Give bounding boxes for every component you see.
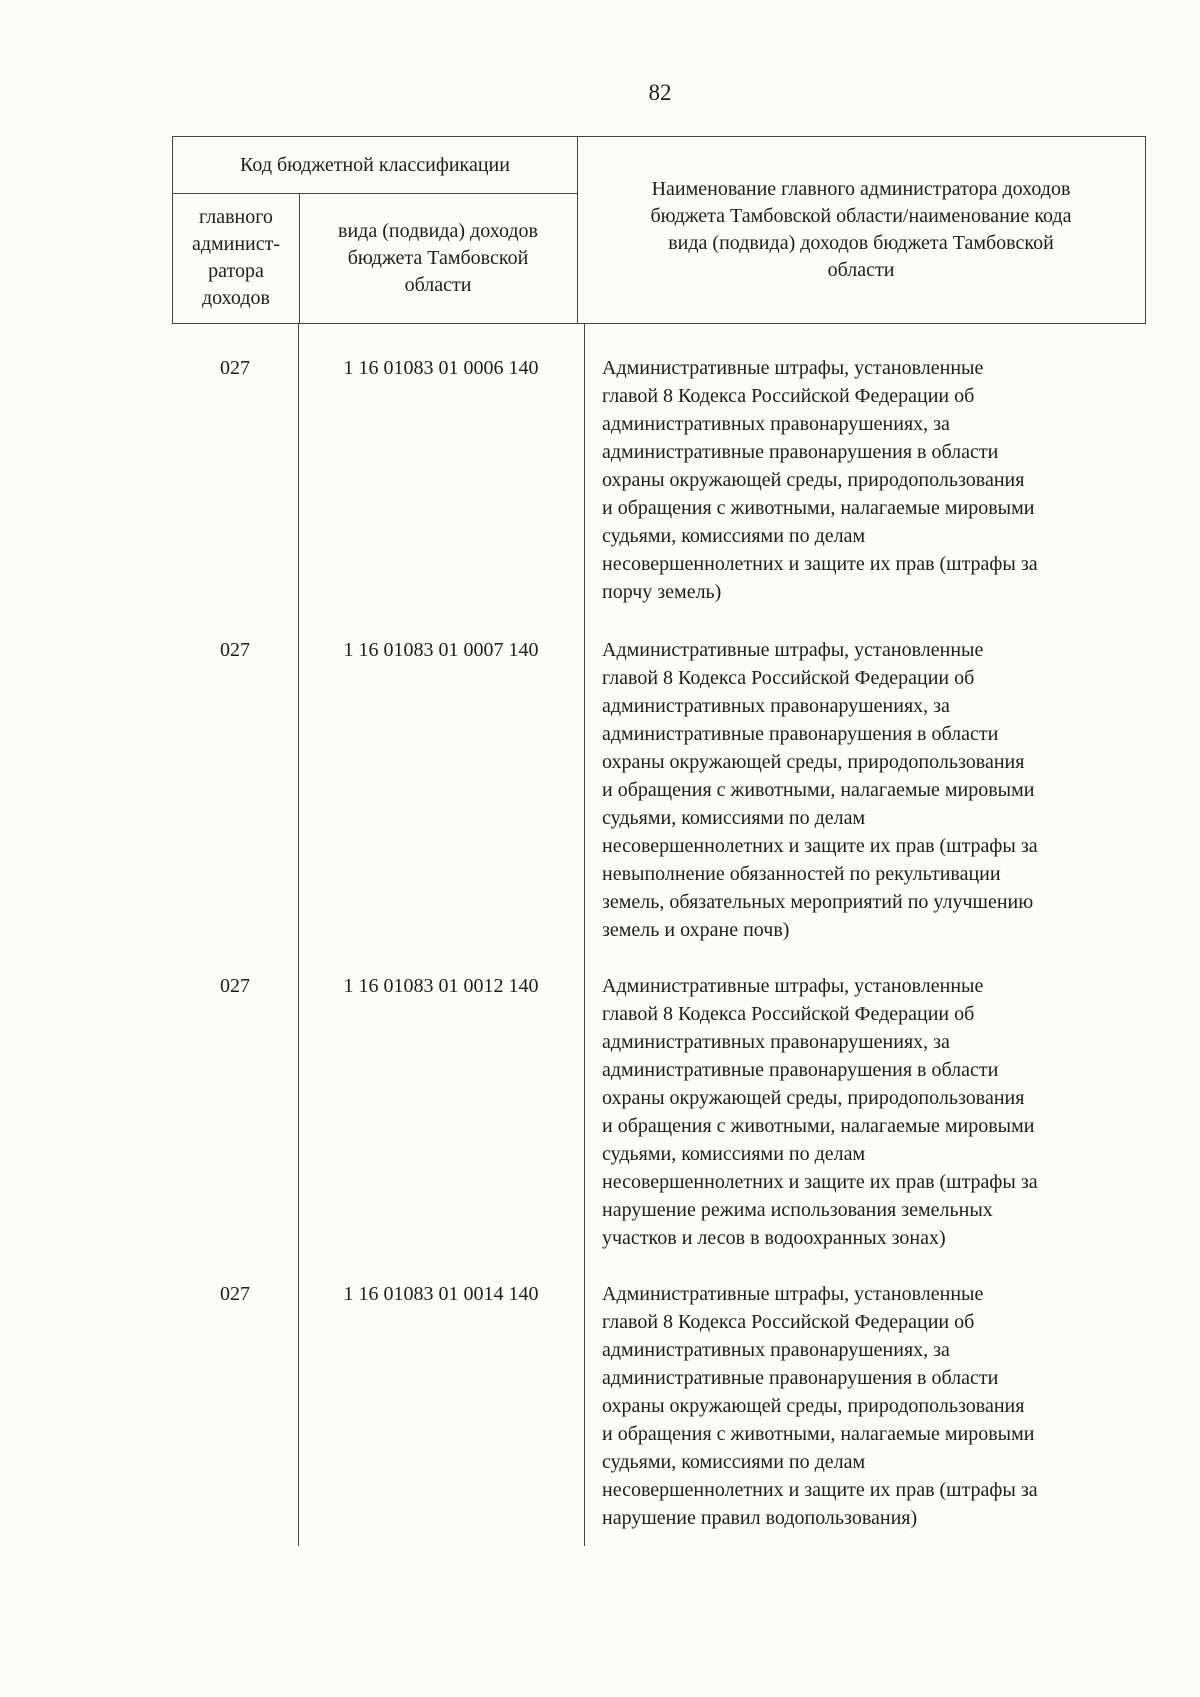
income-description: Административные штрафы, установленные главой 8 Кодекса Российской Федерации об административных правонарушениях, за административные правонарушения в области охраны окружающей среды, природопользования и обращения с животными, налагаемые мировыми судьями, комиссиями по делам несовершеннолетних и защите их прав (штрафы за невыполнение обязанностей по рекультивации земель, обязательных мероприятий по улучшению земель и охране почв) xyxy=(602,639,1038,941)
income-code: 1 16 01083 01 0006 140 xyxy=(343,357,539,379)
table-row xyxy=(172,636,1124,944)
income-description: Административные штрафы, установленные главой 8 Кодекса Российской Федерации об административных правонарушениях, за административные правонарушения в области охраны окружающей среды, природопользования и обращения с животными, налагаемые мировыми судьями, комиссиями по делам несовершеннолетних и защите их прав (штрафы за порчу земель) xyxy=(602,357,1038,603)
income-description: Административные штрафы, установленные главой 8 Кодекса Российской Федерации об административных правонарушениях, за административные правонарушения в области охраны окружающей среды, природопользования и обращения с животными, налагаемые мировыми судьями, комиссиями по делам несовершеннолетних и защите их прав (штрафы за нарушение режима использования земельных участков и лесов в водоохранных зонах) xyxy=(602,975,1038,1249)
admin-code: 027 xyxy=(220,357,250,379)
table-body xyxy=(172,324,1146,1546)
income-code: 1 16 01083 01 0007 140 xyxy=(343,639,539,661)
table-row xyxy=(172,1280,1124,1532)
header-group-label: Код бюджетной классификации xyxy=(240,153,510,176)
income-code: 1 16 01083 01 0012 140 xyxy=(343,975,539,997)
table-row xyxy=(172,972,1124,1252)
admin-code: 027 xyxy=(220,1283,250,1305)
income-description: Административные штрафы, установленные главой 8 Кодекса Российской Федерации об административных правонарушениях, за административные правонарушения в области охраны окружающей среды, природопользования и обращения с животными, налагаемые мировыми судьями, комиссиями по делам несовершеннолетних и защите их прав (штрафы за нарушение правил водопользования) xyxy=(602,1283,1038,1529)
budget-classification-table xyxy=(172,136,1146,1546)
header-kind-column: вида (подвида) доходов бюджета Тамбовской области xyxy=(338,219,538,296)
page-number: 82 xyxy=(648,80,672,105)
table-row xyxy=(172,354,1124,606)
admin-code: 027 xyxy=(220,975,250,997)
table-header xyxy=(172,136,1146,324)
income-code: 1 16 01083 01 0014 140 xyxy=(343,1283,539,1305)
admin-code: 027 xyxy=(220,639,250,661)
header-name-column: Наименование главного администратора доходов бюджета Тамбовской области/наименование кода вида (подвида) доходов бюджета Тамбовской области xyxy=(650,178,1072,281)
header-admin-column: главного админист- ратора доходов xyxy=(191,206,281,309)
